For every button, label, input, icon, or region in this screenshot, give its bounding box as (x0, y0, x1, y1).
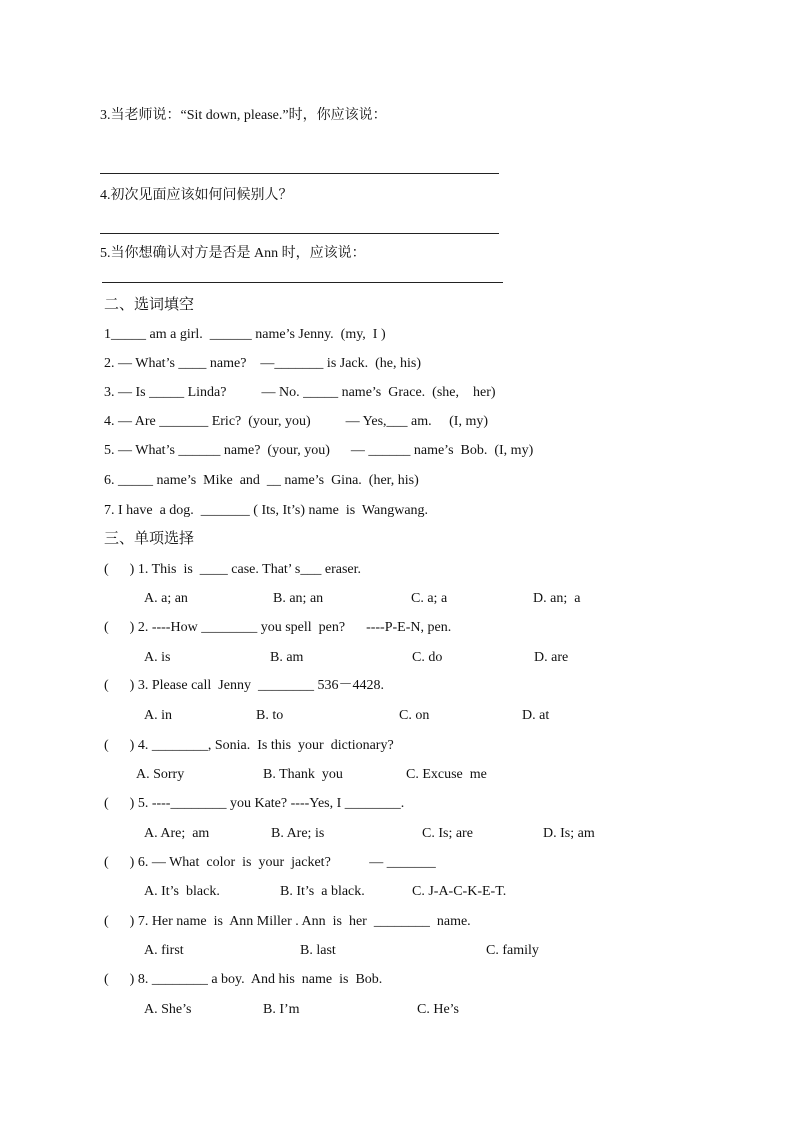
mc-option[interactable]: B. last (300, 943, 336, 958)
mc-question: ( ) 6. — What color is your jacket? — _______ (104, 855, 436, 870)
fill-item: 1_____ am a girl. ______ name’s Jenny. (my, I ) (104, 327, 386, 342)
question-3: 3.当老师说：“Sit down, please.”时，你应该说： (100, 108, 387, 123)
mc-question: ( ) 1. This is ____ case. That’ s___ eraser. (104, 562, 362, 577)
mc-option[interactable]: A. first (144, 943, 184, 958)
mc-option[interactable]: C. He’s (417, 1002, 459, 1017)
mc-option[interactable]: A. Are; am (144, 826, 210, 841)
mc-option[interactable]: C. J-A-C-K-E-T. (412, 884, 507, 899)
mc-option[interactable]: C. a; a (411, 591, 448, 606)
mc-option[interactable]: A. Sorry (136, 767, 185, 782)
mc-option[interactable]: B. It’s a black. (280, 884, 365, 899)
mc-option[interactable]: A. a; an (144, 591, 188, 606)
mc-question: ( ) 8. ________ a boy. And his name is Bob. (104, 972, 383, 987)
mc-option[interactable]: D. at (522, 708, 550, 723)
mc-option[interactable]: C. on (399, 708, 430, 723)
mc-option[interactable]: B. Are; is (271, 826, 325, 841)
mc-option[interactable]: B. I’m (263, 1002, 300, 1017)
mc-option[interactable]: B. an; an (273, 591, 324, 606)
mc-option[interactable]: D. are (534, 650, 569, 665)
mc-option[interactable]: B. am (270, 650, 304, 665)
answer-line-5[interactable] (102, 282, 503, 283)
fill-item: 6. _____ name’s Mike and __ name’s Gina. (her, his) (104, 473, 419, 488)
mc-option[interactable]: A. is (144, 650, 171, 665)
mc-option[interactable]: D. Is; am (543, 826, 595, 841)
section-heading-2: 二、选词填空 (104, 295, 195, 313)
mc-option[interactable]: C. Excuse me (406, 767, 487, 782)
mc-option[interactable]: A. in (144, 708, 172, 723)
mc-question: ( ) 4. ________, Sonia. Is this your dictionary? (104, 738, 394, 753)
mc-question: ( ) 7. Her name is Ann Miller . Ann is her ________ name. (104, 914, 471, 929)
mc-option[interactable]: C. family (486, 943, 539, 958)
fill-item: 7. I have a dog. _______ ( Its, It’s) name is Wangwang. (104, 503, 429, 518)
mc-question: ( ) 2. ----How ________ you spell pen? ----P-E-N, pen. (104, 620, 452, 635)
section-heading-3: 三、单项选择 (104, 529, 195, 547)
fill-item: 4. — Are _______ Eric? (your, you) — Yes,___ am. (I, my) (104, 414, 489, 429)
mc-option[interactable]: B. Thank you (263, 767, 343, 782)
question-5: 5.当你想确认对方是否是 Ann 时，应该说： (100, 246, 366, 261)
answer-line-3[interactable] (100, 173, 499, 174)
fill-item: 2. — What’s ____ name? —_______ is Jack. (he, his) (104, 356, 422, 371)
mc-question: ( ) 3. Please call Jenny ________ 536－4428. (104, 678, 384, 693)
question-4: 4.初次见面应该如何问候别人？ (100, 188, 293, 203)
mc-option[interactable]: A. It’s black. (144, 884, 220, 899)
mc-option[interactable]: C. do (412, 650, 443, 665)
mc-option[interactable]: A. She’s (144, 1002, 192, 1017)
mc-option[interactable]: C. Is; are (422, 826, 473, 841)
fill-item: 3. — Is _____ Linda? — No. _____ name’s Grace. (she, her) (104, 385, 496, 400)
mc-option[interactable]: B. to (256, 708, 284, 723)
answer-line-4[interactable] (100, 233, 499, 234)
fill-item: 5. — What’s ______ name? (your, you) — ______ name’s Bob. (I, my) (104, 443, 534, 458)
mc-option[interactable]: D. an; a (533, 591, 581, 606)
mc-question: ( ) 5. ----________ you Kate? ----Yes, I ________. (104, 796, 405, 811)
